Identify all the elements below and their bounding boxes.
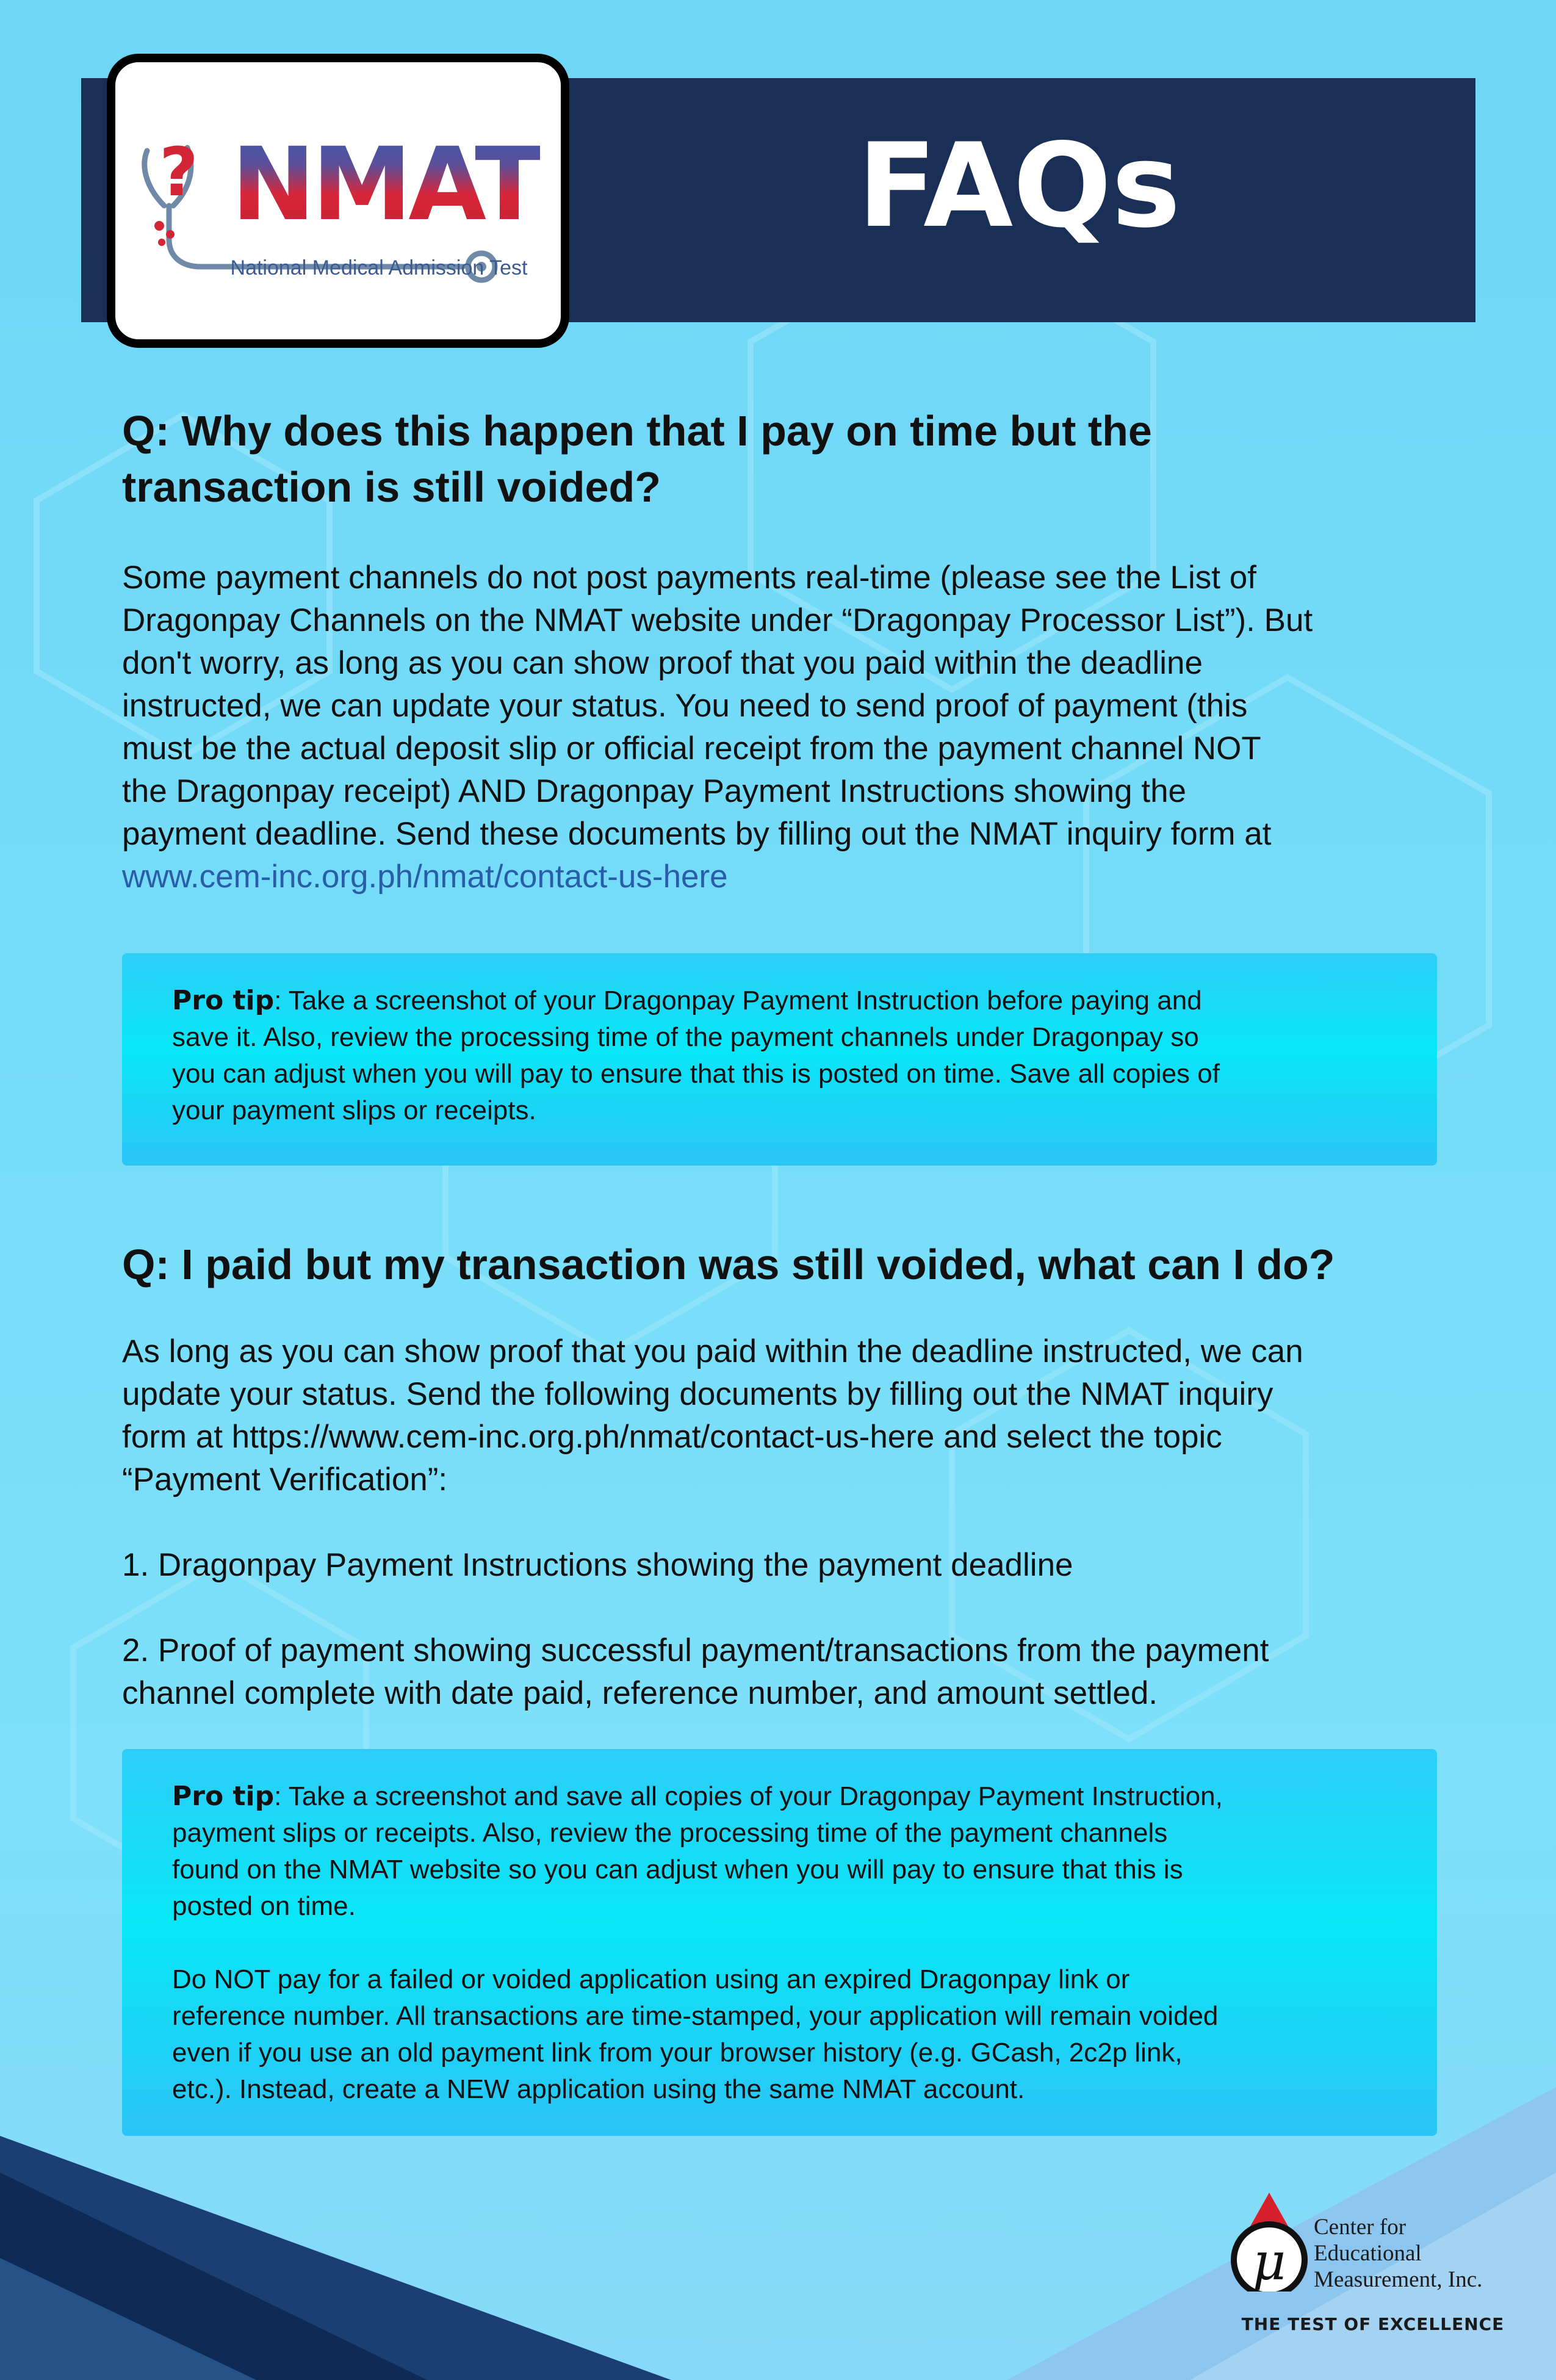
cem-tagline: THE TEST OF EXCELLENCE	[1241, 2314, 1505, 2334]
faq1-pro-tip: Pro tip: Take a screenshot of your Dragonpay Payment Instruction before paying and save it. Also, review the processing time of the payment channels under Dragonpay so you can adjust when you will pay to ensure that this is posted on time. Save all copies of your payment slips or receipts.	[122, 953, 1437, 1166]
cem-org-name: Center for Educational Measurement, Inc.	[1314, 2215, 1483, 2292]
pro-tip-label: Pro tip	[172, 985, 275, 1016]
list-item: 1. Dragonpay Payment Instructions showing the payment deadline	[122, 1547, 1073, 1583]
nmat-logo	[107, 54, 569, 348]
faq2-pro-tip: Pro tip: Take a screenshot and save all copies of your Dragonpay Payment Instruction, payment slips or receipts. Also, review the processing time of the payment channels found on the NMAT website so you can adjust when you will pay to ensure that this is posted on time. Do NOT pay for a failed or voided application using an expired Dragonpay link or reference number. All transactions are time-stamped, your application will remain voided even if you use an old payment link from your browser history (e.g. GCash, 2c2p link, etc.). Instead, create a NEW application using the same NMAT account.	[122, 1749, 1437, 2136]
svg-text:?: ?	[159, 133, 198, 211]
list-item: 2. Proof of payment showing successful payment/transactions from the payment channel complete with date paid, reference number, and amount settled.	[122, 1632, 1269, 1711]
faq2-answer: As long as you can show proof that you paid within the deadline instructed, we can update your status. Send the following documents by filling out the NMAT inquiry form at https://www.cem-inc.org.ph/nmat/contact-us-here and select the topic “Payment Verification”:	[122, 1333, 1303, 1498]
faq1-answer: Some payment channels do not post payments real-time (please see the List of Dragonpay Channels on the NMAT website under “Dragonpay Processor List”). But don't worry, as long as you can show proof that you paid within the deadline instructed, we can update your status. You need to send proof of payment (this must be the actual deposit slip or official receipt from the payment channel NOT the Dragonpay receipt) AND Dragonpay Payment Instructions showing the payment deadline. Send these documents by filling out the NMAT inquiry form at www.cem-inc.org.ph/nmat/contact-us-here	[122, 560, 1313, 895]
cem-logo-icon	[1226, 2188, 1312, 2292]
page-title: FAQs	[857, 118, 1181, 253]
nmat-logo-subtitle: National Medical Admission Test	[230, 256, 528, 279]
faq2-question: Q: I paid but my transaction was still voided, what can I do?	[122, 1241, 1335, 1288]
mu-symbol: μ	[1252, 2232, 1286, 2292]
pro-tip-label: Pro tip	[172, 1781, 275, 1812]
faq1-question: Q: Why does this happen that I pay on time but the transaction is still voided?	[122, 407, 1152, 511]
nmat-logo-text: NMAT	[231, 126, 540, 243]
contact-us-link[interactable]: www.cem-inc.org.ph/nmat/contact-us-here	[122, 859, 728, 895]
